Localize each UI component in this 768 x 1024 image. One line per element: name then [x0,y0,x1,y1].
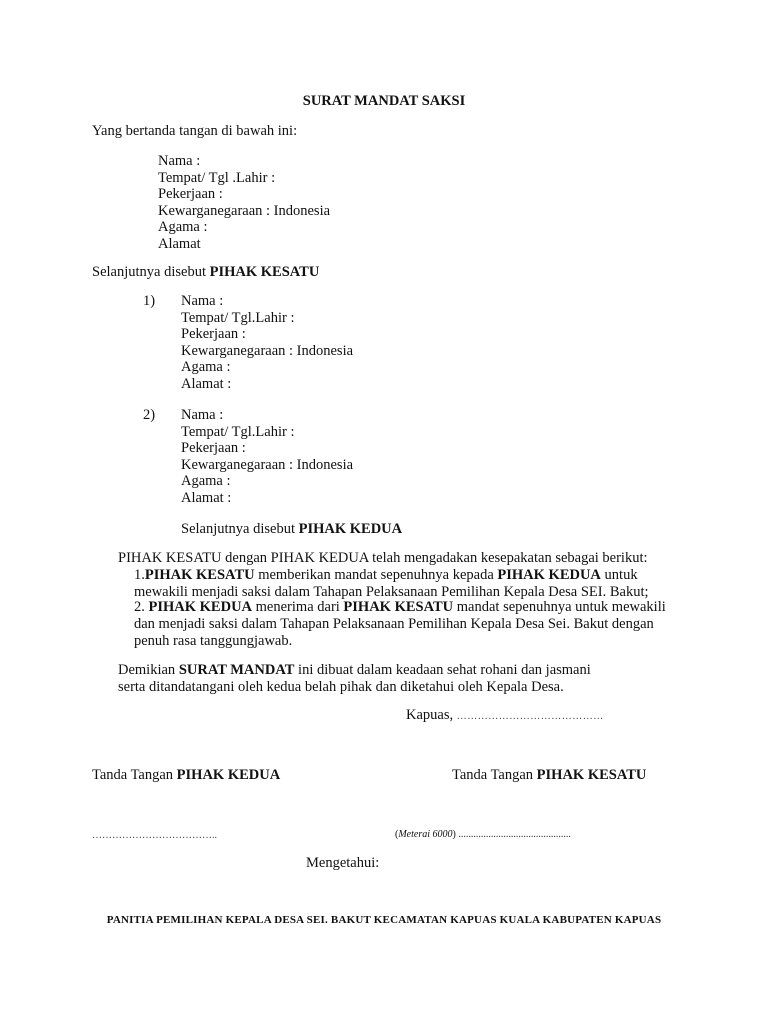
agreement-item-1-text-a: memberikan mandat sepenuhnya kepada [254,567,498,583]
agreement-item-1-party-b: PIHAK KEDUA [497,567,601,583]
person2-number: 2) [143,407,156,423]
signature-label-right [452,767,646,784]
signer-field-birth: Tempat/ Tgl .Lahir : [158,169,276,186]
signature-line-left: ……………………………….. [92,830,217,841]
closing-paragraph [118,662,618,696]
party2-label: PIHAK KEDUA [298,521,403,537]
signature-right-prefix: Tanda Tangan [452,767,537,783]
person2-field-religion: Agama : [181,473,231,489]
party1-label: PIHAK KESATU [209,264,320,280]
agreement-item-2-party-b: PIHAK KESATU [343,599,454,615]
agreement-item-1-number: 1. [134,567,145,583]
person2-field-birth: Tempat/ Tgl.Lahir : [181,423,295,440]
document-title: SURAT MANDAT SAKSI [302,93,466,109]
signature-left-party: PIHAK KEDUA [176,767,281,783]
agreement-item-2-number: 2. [134,599,149,615]
agreement-item-1-party-a: PIHAK KESATU [144,567,255,583]
person2-field-address: Alamat : [181,489,232,506]
signer-fields [158,153,330,252]
person2-fields [181,407,353,506]
person2-field-name: Nama : [181,407,224,423]
person1-field-birth: Tempat/ Tgl.Lahir : [181,309,295,326]
meterai-label: Meterai 6000 [398,829,453,840]
agreement-item-1-text-b: untuk mewakili menjadi saksi dalam Tahapan Pelaksanaan Pemilihan Kepala Desa SEI. Bakut; [134,567,649,600]
person1-fields [181,293,353,392]
person2-field-nationality: Kewarganegaraan : Indonesia [181,456,354,473]
party2-designation [181,521,402,538]
person2-field-job: Pekerjaan : [181,440,246,456]
person1-field-nationality: Kewarganegaraan : Indonesia [181,342,354,359]
person1-field-job: Pekerjaan : [181,326,246,342]
signature-right-dots: ............................................. [455,829,571,840]
meterai-close: ) [452,829,456,840]
agreement-item-2-text-b: mandat sepenuhnya untuk mewakili dan menjadi saksi dalam Tahapan Pelaksanaan Pemilihan Kepala Desa Sei. Bakut dengan penuh rasa tanggungjawab. [134,599,666,649]
person1-field-religion: Agama : [181,359,231,375]
place-date-line [406,707,604,725]
person1-number: 1) [143,293,156,309]
date-dots: …………………………………… [456,711,604,722]
signer-field-religion: Agama : [158,219,208,235]
signer-field-nationality: Kewarganegaraan : Indonesia [158,202,331,219]
signer-field-job: Pekerjaan : [158,186,223,202]
signature-label-left [92,767,280,784]
party1-prefix: Selanjutnya disebut [92,264,210,280]
person1-field-address: Alamat : [181,375,232,392]
closing-bold: SURAT MANDAT [178,662,295,678]
meterai-open: ( [395,829,399,840]
agreement-item-2-text-a: menerima dari [252,599,344,615]
agreement-item-1 [134,567,684,601]
signer-field-address: Alamat [158,235,201,252]
committee-footer: PANITIA PEMILIHAN KEPALA DESA SEI. BAKUT KECAMATAN KAPUAS KUALA KABUPATEN KAPUAS [106,914,662,926]
acknowledged-label: Mengetahui: [306,855,380,871]
agreement-intro: PIHAK KESATU dengan PIHAK KEDUA telah mengadakan kesepakatan sebagai berikut: [118,550,648,566]
signature-line-right [395,825,571,843]
signature-left-prefix: Tanda Tangan [92,767,177,783]
person1-field-name: Nama : [181,293,224,309]
signer-field-name: Nama : [158,153,201,169]
place-label: Kapuas, [406,707,457,723]
signature-right-party: PIHAK KESATU [536,767,647,783]
closing-text: ini dibuat dalam keadaan sehat rohani dan jasmani serta ditandatangani oleh kedua belah pihak dan diketahui oleh Kepala Desa. [118,662,591,695]
party2-prefix: Selanjutnya disebut [181,521,299,537]
party1-designation [92,264,319,281]
intro-text: Yang bertanda tangan di bawah ini: [92,123,298,139]
closing-prefix: Demikian [118,662,179,678]
agreement-item-2-party-a: PIHAK KEDUA [148,599,253,615]
agreement-item-2 [134,599,684,650]
